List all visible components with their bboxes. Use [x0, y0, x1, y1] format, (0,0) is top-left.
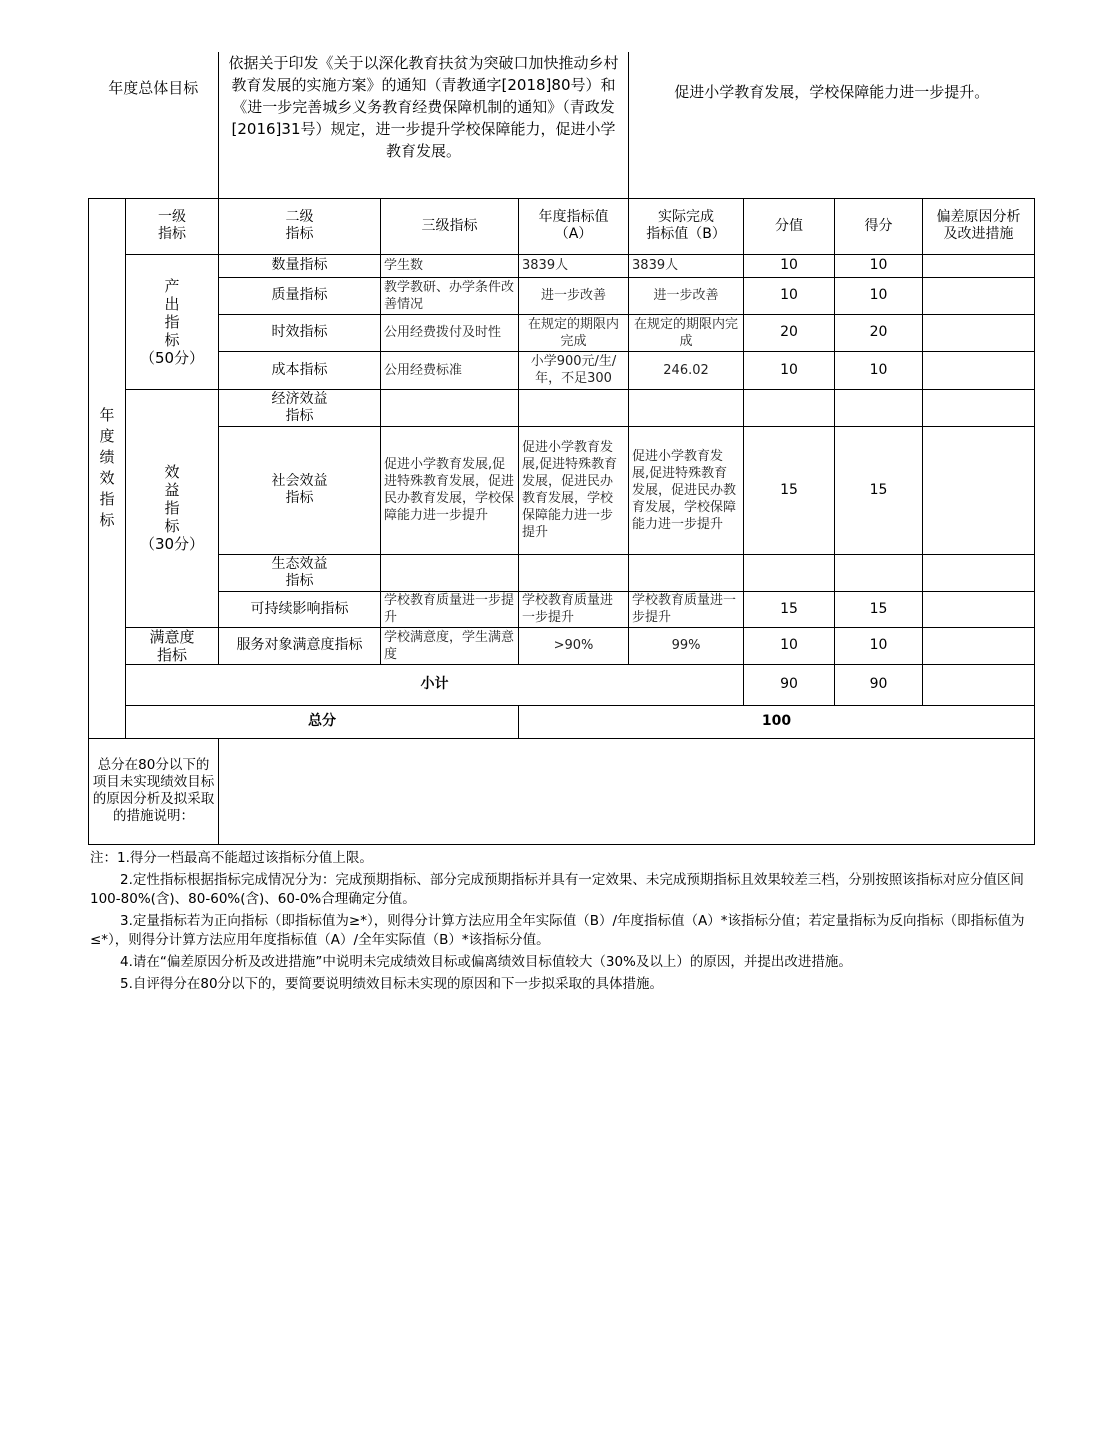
row-deviation — [923, 554, 1035, 591]
row-score: 20 — [835, 314, 923, 351]
below80-content — [219, 738, 1035, 844]
row-target — [519, 389, 629, 426]
goal-content-right: 促进小学教育发展，学校保障能力进一步提升。 — [629, 52, 1035, 198]
header-level1: 一级 指标 — [126, 198, 219, 254]
row-level3: 学校满意度，学生满意度 — [381, 627, 519, 664]
row-deviation — [923, 591, 1035, 627]
row-deviation — [923, 314, 1035, 351]
row-level3: 公用经费拨付及时性 — [381, 314, 519, 351]
row-level3: 学校教育质量进一步提升 — [381, 591, 519, 627]
row-score: 10 — [835, 627, 923, 664]
row-target: >90% — [519, 627, 629, 664]
row-level2: 成本指标 — [219, 351, 381, 389]
row-level3: 教学教研、办学条件改善情况 — [381, 277, 519, 314]
note-2: 2.定性指标根据指标完成情况分为：完成预期指标、部分完成预期指标并具有一定效果、未完成预期指标且效果较差三档，分别按照该指标对应分值区间100-80%(含)、80-60%(含)、60-0%合理确定分值。 — [90, 872, 1024, 907]
row-actual: 在规定的期限内完成 — [629, 314, 744, 351]
row-target: 3839人 — [519, 254, 629, 277]
row-level2: 生态效益 指标 — [219, 554, 381, 591]
row-target: 学校教育质量进一步提升 — [519, 591, 629, 627]
row-level2: 数量指标 — [219, 254, 381, 277]
group-satisfaction: 满意度 指标 — [126, 627, 219, 664]
performance-table — [88, 52, 1035, 845]
row-level3 — [381, 554, 519, 591]
row-score — [835, 389, 923, 426]
row-points: 20 — [744, 314, 835, 351]
row-actual: 学校教育质量进一步提升 — [629, 591, 744, 627]
row-score: 15 — [835, 426, 923, 554]
total-label: 总分 — [126, 705, 519, 738]
row-actual: 促进小学教育发展,促进特殊教育发展，促进民办教育发展，学校保障能力进一步提升 — [629, 426, 744, 554]
row-points — [744, 554, 835, 591]
subtotal-label: 小计 — [126, 664, 744, 705]
row-score: 10 — [835, 351, 923, 389]
row-score — [835, 554, 923, 591]
table-row — [89, 554, 1035, 591]
subtotal-row — [89, 664, 1035, 705]
row-deviation — [923, 389, 1035, 426]
table-row — [89, 426, 1035, 554]
annual-indicator-label: 年 度 绩 效 指 标 — [89, 198, 126, 738]
row-deviation — [923, 426, 1035, 554]
header-target: 年度指标值 （A） — [519, 198, 629, 254]
subtotal-points: 90 — [744, 664, 835, 705]
table-row — [89, 254, 1035, 277]
note-4: 4.请在“偏差原因分析及改进措施”中说明未完成绩效目标或偏离绩效目标值较大（30%及以上）的原因，并提出改进措施。 — [120, 954, 852, 970]
notes — [90, 849, 1030, 997]
below80-label: 总分在80分以下的项目未实现绩效目标的原因分析及拟采取的措施说明： — [89, 738, 219, 844]
group-benefit: 效 益 指 标 （30分） — [126, 389, 219, 627]
below80-row — [89, 738, 1035, 844]
table-row — [89, 389, 1035, 426]
table-row — [89, 591, 1035, 627]
table-row — [89, 314, 1035, 351]
row-points: 10 — [744, 627, 835, 664]
row-level2: 可持续影响指标 — [219, 591, 381, 627]
goal-content-left: 依据关于印发《关于以深化教育扶贫为突破口加快推动乡村教育发展的实施方案》的通知（青教通字[2018]80号）和《进一步完善城乡义务教育经费保障机制的通知》（青政发[2016]31号）规定，进一步提升学校保障能力，促进小学教育发展。 — [219, 52, 629, 198]
row-level2: 服务对象满意度指标 — [219, 627, 381, 664]
row-score: 10 — [835, 254, 923, 277]
header-actual: 实际完成 指标值（B） — [629, 198, 744, 254]
row-level2: 质量指标 — [219, 277, 381, 314]
row-target: 促进小学教育发展,促进特殊教育发展，促进民办教育发展，学校保障能力进一步提升 — [519, 426, 629, 554]
row-score: 15 — [835, 591, 923, 627]
row-level2: 时效指标 — [219, 314, 381, 351]
row-target: 进一步改善 — [519, 277, 629, 314]
subtotal-deviation — [923, 664, 1035, 705]
goal-label: 年度总体目标 — [89, 52, 219, 198]
row-actual — [629, 554, 744, 591]
row-deviation — [923, 627, 1035, 664]
row-points: 10 — [744, 254, 835, 277]
row-actual — [629, 389, 744, 426]
row-level3: 学生数 — [381, 254, 519, 277]
total-value: 100 — [519, 705, 1035, 738]
row-points: 15 — [744, 426, 835, 554]
row-points — [744, 389, 835, 426]
row-level3: 公用经费标准 — [381, 351, 519, 389]
note-1: 注：1.得分一档最高不能超过该指标分值上限。 — [90, 850, 373, 866]
total-row — [89, 705, 1035, 738]
row-level3 — [381, 389, 519, 426]
row-target — [519, 554, 629, 591]
row-deviation — [923, 254, 1035, 277]
row-target: 在规定的期限内完成 — [519, 314, 629, 351]
row-points: 10 — [744, 351, 835, 389]
header-points: 分值 — [744, 198, 835, 254]
row-actual: 进一步改善 — [629, 277, 744, 314]
table-row — [89, 627, 1035, 664]
note-5: 5.自评得分在80分以下的，要简要说明绩效目标未实现的原因和下一步拟采取的具体措施。 — [120, 976, 664, 992]
note-3: 3.定量指标若为正向指标（即指标值为≥*），则得分计算方法应用全年实际值（B）/年度指标值（A）*该指标分值；若定量指标为反向指标（即指标值为≤*），则得分计算方法应用年度指标值（A）/全年实际值（B）*该指标分值。 — [90, 913, 1025, 948]
row-actual: 3839人 — [629, 254, 744, 277]
table-row — [89, 277, 1035, 314]
row-actual: 246.02 — [629, 351, 744, 389]
group-output: 产 出 指 标 （50分） — [126, 254, 219, 389]
row-target: 小学900元/生/年，不足300 — [519, 351, 629, 389]
row-level2: 社会效益 指标 — [219, 426, 381, 554]
header-deviation: 偏差原因分析 及改进措施 — [923, 198, 1035, 254]
header-level3: 三级指标 — [381, 198, 519, 254]
header-score: 得分 — [835, 198, 923, 254]
row-points: 15 — [744, 591, 835, 627]
row-level2: 经济效益 指标 — [219, 389, 381, 426]
row-points: 10 — [744, 277, 835, 314]
row-deviation — [923, 277, 1035, 314]
subtotal-score: 90 — [835, 664, 923, 705]
row-actual: 99% — [629, 627, 744, 664]
row-level3: 促进小学教育发展,促进特殊教育发展，促进民办教育发展，学校保障能力进一步提升 — [381, 426, 519, 554]
row-score: 10 — [835, 277, 923, 314]
header-level2: 二级 指标 — [219, 198, 381, 254]
row-deviation — [923, 351, 1035, 389]
table-row — [89, 351, 1035, 389]
